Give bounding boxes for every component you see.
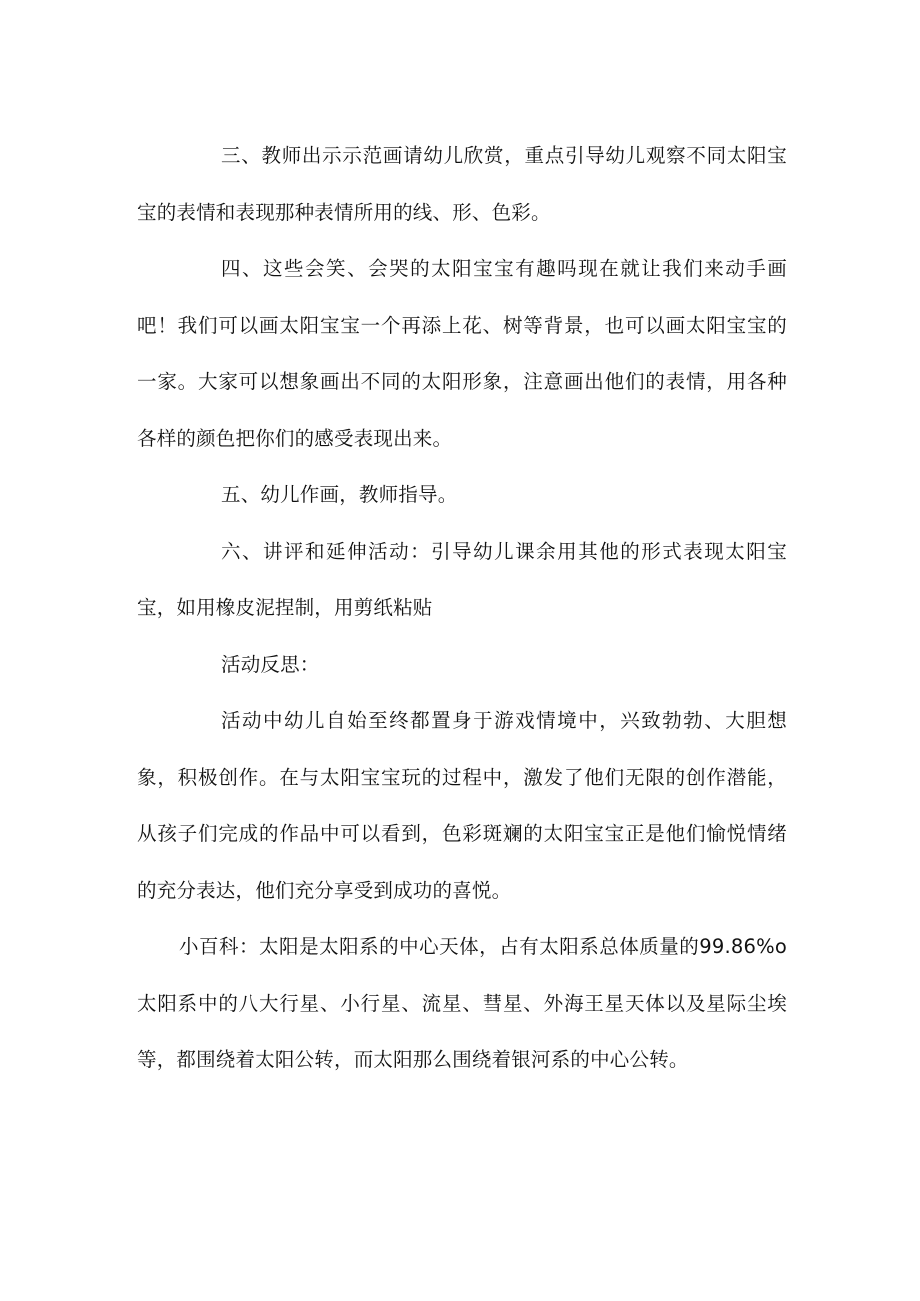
paragraph-step-5: 五、幼儿作画，教师指导。 (221, 483, 458, 506)
paragraph-encyclopedia: 小百科：太阳是太阳系的中心天体，占有太阳系总体质量的99.86%o太阳系中的八大行星、小行星、流星、彗星、外海王星天体以及星际尘埃等，都围绕着太阳公转，而太阳那么围绕着银河系的中心公转。 (137, 935, 787, 1071)
paragraph-step-4: 四、这些会笑、会哭的太阳宝宝有趣吗现在就让我们来动手画吧！我们可以画太阳宝宝一个再添上花、树等背景，也可以画太阳宝宝的一家。大家可以想象画出不同的太阳形象，注意画出他们的表情，用各种各样的颜色把你们的感受表现出来。 (137, 257, 787, 450)
paragraph-step-3: 三、教师出示示范画请幼儿欣赏，重点引导幼儿观察不同太阳宝宝的表情和表现那种表情所用的线、形、色彩。 (137, 144, 787, 224)
paragraph-reflection: 活动中幼儿自始至终都置身于游戏情境中，兴致勃勃、大胆想象，积极创作。在与太阳宝宝玩的过程中，激发了他们无限的创作潜能，从孩子们完成的作品中可以看到，色彩斑斓的太阳宝宝正是他们愉悦情绪的充分表达，他们充分享受到成功的喜悦。 (137, 709, 787, 902)
paragraph-step-6: 六、讲评和延伸活动：引导幼儿课余用其他的形式表现太阳宝宝，如用橡皮泥捏制，用剪纸粘贴 (137, 539, 787, 619)
document-body (137, 128, 787, 1089)
heading-reflection: 活动反思： (221, 652, 320, 676)
